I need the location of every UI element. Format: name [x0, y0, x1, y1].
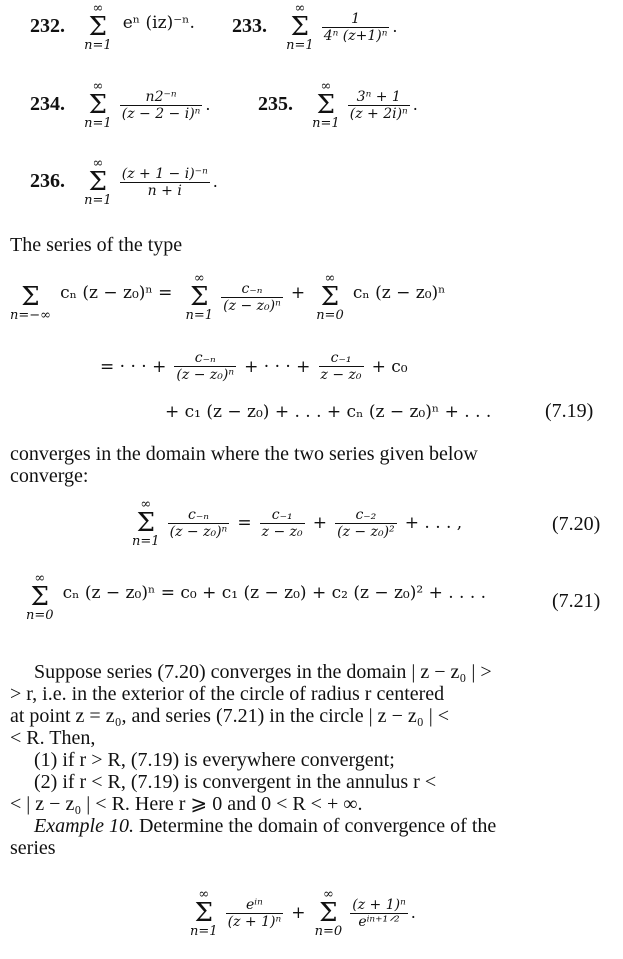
equation-7-19-line-2: = · · · + $\frac{\text{c₋ₙ}}{\text{(z − z₀)ⁿ}}$ + · · · + $\frac{\text{c₋₁}}{\text{z − z₀}}$ + c₀ — [100, 350, 408, 383]
problem-number: 234. — [30, 93, 65, 115]
problem-236: 236. ∞ Σ n=1 $\frac{\text{(z + 1 − i)⁻ⁿ}}{n + i}$ . — [30, 156, 218, 208]
summation-sign: Σ n=−∞ — [10, 282, 51, 323]
summation-sign: ∞ Σ n=1 — [312, 79, 340, 131]
fraction: $\frac{\text{n2⁻ⁿ}}{\text{(z − 2 − i)ⁿ}}$ — [121, 88, 201, 122]
equation-7-19-line-1: Σ n=−∞ cₙ (z − z₀)ⁿ = ∞ Σ n=1 $\frac{\text{c₋ₙ}}{\text{(z − z₀)ⁿ}}$ + ∞ Σ n=0 cₙ (z − z₀)ⁿ — [10, 271, 446, 323]
example-line-1: Example 10. Determine the domain of convergence of the — [34, 815, 497, 837]
problem-number: 235. — [258, 93, 293, 115]
fraction: $\frac{\text{c₋₂}}{\text{(z − z₀)²}}$ — [337, 506, 395, 540]
fraction: $\frac{\text{c₋ₙ}}{\text{(z − z₀)ⁿ}}$ — [169, 506, 228, 540]
fraction: $\frac{\text{(z + 1 − i)⁻ⁿ}}{n + i}$ — [121, 165, 208, 199]
fraction: $\frac{1}{\text{4ⁿ (z+1)ⁿ}}$ — [323, 10, 388, 44]
case-3: < | z − z₀ | < R. Here r ⩾ 0 and 0 < R < + ∞. — [10, 793, 363, 815]
example-equation: ∞ Σ n=1 $\frac{\text{eⁱⁿ}}{\text{(z + 1)ⁿ}}$ + ∞ Σ n=0 $\frac{\text{(z + 1)ⁿ}}{\text{eⁱⁿ⁺¹ᐟ²}}$ . — [190, 887, 416, 939]
example-line-2: series — [10, 837, 56, 859]
fraction: $\frac{\text{c₋₁}}{\text{z − z₀}}$ — [320, 350, 362, 383]
problem-number: 236. — [30, 170, 65, 192]
example-label: Example 10. — [34, 815, 134, 837]
summation-sign: ∞ Σ n=0 — [316, 271, 344, 323]
summation-sign: ∞ Σ n=0 — [314, 887, 343, 939]
equation-7-20: ∞ Σ n=1 $\frac{\text{c₋ₙ}}{\text{(z − z₀)ⁿ}}$ = $\frac{\text{c₋₁}}{\text{z − z₀}}$ + $\frac{\text{c₋₂}}{\text{(z − z₀)²}}$ + . . . , — [132, 497, 463, 549]
equation-7-19-line-3: + c₁ (z − z₀) + . . . + cₙ (z − z₀)ⁿ + . . . — [165, 402, 492, 422]
fraction: $\frac{\text{c₋ₙ}}{\text{(z − z₀)ⁿ}}$ — [223, 280, 281, 314]
problem-number: 232. — [30, 15, 65, 37]
summation-sign: ∞ Σ n=1 — [84, 156, 112, 208]
summation-sign: ∞ Σ n=1 — [84, 79, 112, 131]
suppose-line-3: at point z = z₀, and series (7.21) in the circle | z − z₀ | < — [10, 705, 449, 727]
summation-sign: ∞ Σ n=0 — [26, 571, 54, 623]
problem-233: 233. ∞ Σ n=1 $\frac{1}{\text{4ⁿ (z+1)ⁿ}}$ . — [232, 1, 398, 53]
fraction: $\frac{\text{c₋₁}}{\text{z − z₀}}$ — [261, 506, 303, 540]
fraction: $\frac{\text{c₋ₙ}}{\text{(z − z₀)ⁿ}}$ — [176, 350, 235, 383]
problem-number: 233. — [232, 15, 267, 37]
summation-sign: ∞ Σ n=1 — [190, 887, 218, 939]
summation-sign: ∞ Σ n=1 — [286, 1, 314, 53]
suppose-line-2: > r, i.e. in the exterior of the circle of radius r centered — [10, 683, 445, 705]
summation-sign: ∞ Σ n=1 — [84, 1, 112, 53]
series-term: eⁿ (iz)⁻ⁿ. — [122, 13, 195, 33]
summation-sign: ∞ Σ n=1 — [185, 271, 214, 323]
equation-label: (7.19) — [545, 400, 594, 422]
suppose-line-1: Suppose series (7.20) converges in the domain | z − z₀ | > — [34, 661, 492, 683]
series-intro-text: The series of the type — [10, 234, 183, 256]
suppose-line-4: < R. Then, — [10, 727, 96, 749]
summation-sign: ∞ Σ n=1 — [132, 497, 160, 549]
equation-label: (7.20) — [552, 513, 601, 535]
problem-232 — [30, 2, 195, 53]
fraction: $\frac{\text{3ⁿ + 1}}{\text{(z + 2i)ⁿ}}$ — [349, 88, 408, 122]
fraction: $\frac{\text{(z + 1)ⁿ}}{\text{eⁱⁿ⁺¹ᐟ²}}$ — [352, 896, 406, 930]
case-1: (1) if r > R, (7.19) is everywhere convergent; — [34, 749, 395, 771]
problem-234: 234. ∞ Σ n=1 $\frac{\text{n2⁻ⁿ}}{\text{(z − 2 − i)ⁿ}}$ . — [30, 79, 211, 131]
converges-text-line-1: converges in the domain where the two series given below — [10, 443, 478, 465]
equation-label: (7.21) — [552, 590, 601, 612]
fraction: $\frac{\text{eⁱⁿ}}{\text{(z + 1)ⁿ}}$ — [227, 896, 282, 930]
case-2: (2) if r < R, (7.19) is convergent in the annulus r < — [34, 771, 437, 793]
problem-235: 235. ∞ Σ n=1 $\frac{\text{3ⁿ + 1}}{\text{(z + 2i)ⁿ}}$ . — [258, 79, 418, 131]
equation-7-21: ∞ Σ n=0 cₙ (z − z₀)ⁿ = c₀ + c₁ (z − z₀) + c₂ (z − z₀)² + . . . . — [26, 571, 487, 623]
converges-text-line-2: converge: — [10, 465, 89, 487]
